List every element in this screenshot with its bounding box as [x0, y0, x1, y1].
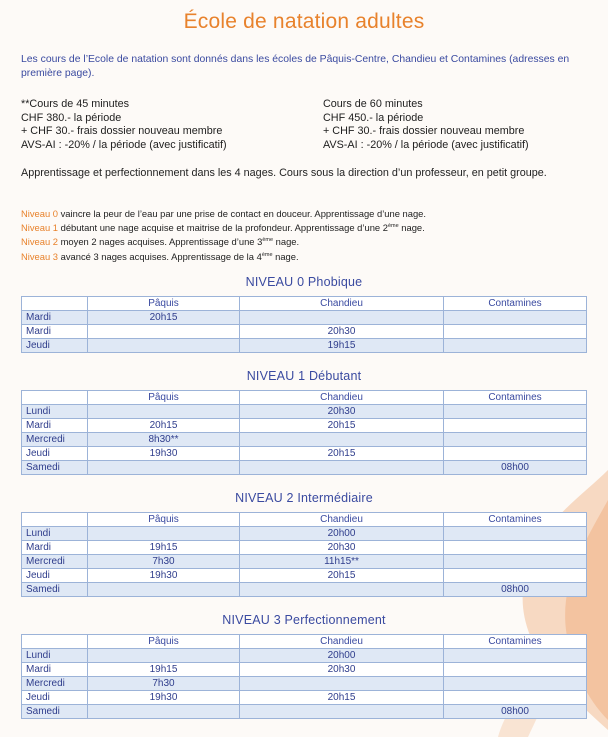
header-cell-chandieu: Chandieu [240, 513, 444, 527]
table-row [22, 405, 587, 419]
paquis-cell: 8h30** [88, 433, 240, 447]
paquis-cell: 7h30 [88, 677, 240, 691]
price-line: Cours de 60 minutes [323, 98, 423, 110]
day-cell: Mardi [22, 663, 88, 677]
day-cell: Mardi [22, 311, 88, 325]
table-row [22, 527, 587, 541]
price-line: AVS-AI : -20% / la période (avec justificatif) [323, 138, 529, 151]
contamines-cell [444, 311, 587, 325]
header-cell-contamines: Contamines [444, 635, 587, 649]
price-line: AVS-AI : -20% / la période (avec justificatif) [21, 138, 227, 151]
table-header-row [22, 391, 587, 405]
paquis-cell: 20h15 [88, 311, 240, 325]
level-name: Niveau 2 [21, 236, 59, 248]
contamines-cell [444, 433, 587, 447]
table-row [22, 569, 587, 583]
paquis-cell: 19h15 [88, 541, 240, 555]
day-cell: Mercredi [22, 433, 88, 447]
header-cell-chandieu: Chandieu [240, 391, 444, 405]
paquis-cell [88, 705, 240, 719]
level-name: Niveau 1 [21, 222, 59, 234]
paquis-cell: 19h30 [88, 569, 240, 583]
level-line [21, 249, 426, 263]
page-title: École de natation adultes [183, 10, 425, 33]
level-line [21, 220, 426, 234]
table-header-row [22, 297, 587, 311]
day-cell: Samedi [22, 705, 88, 719]
schedule-table-niveau-3 [21, 634, 587, 719]
day-cell: Jeudi [22, 447, 88, 461]
level-text: débutant une nage acquise et maitrise de la profondeur. Apprentissage d’une 2 [58, 222, 388, 234]
price-block-45min [21, 98, 227, 152]
paquis-cell: 19h30 [88, 691, 240, 705]
day-cell: Lundi [22, 405, 88, 419]
table-header-row [22, 513, 587, 527]
paquis-cell [88, 339, 240, 353]
price-line: CHF 380.- la période [21, 111, 122, 124]
paquis-cell [88, 405, 240, 419]
level-text-after: nage. [273, 236, 300, 248]
chandieu-cell: 20h15 [240, 691, 444, 705]
day-cell: Samedi [22, 461, 88, 475]
day-cell: Lundi [22, 649, 88, 663]
day-cell: Mercredi [22, 555, 88, 569]
day-cell: Jeudi [22, 569, 88, 583]
contamines-cell [444, 405, 587, 419]
table-row [22, 649, 587, 663]
chandieu-cell [240, 705, 444, 719]
header-cell-day [22, 635, 88, 649]
header-cell-day [22, 391, 88, 405]
day-cell: Mercredi [22, 677, 88, 691]
level-line [21, 207, 426, 220]
contamines-cell [444, 555, 587, 569]
header-cell-day [22, 513, 88, 527]
contamines-cell [444, 541, 587, 555]
paquis-cell: 7h30 [88, 555, 240, 569]
paquis-cell [88, 649, 240, 663]
table-row [22, 677, 587, 691]
contamines-cell [444, 677, 587, 691]
table-row [22, 691, 587, 705]
chandieu-cell: 20h30 [240, 405, 444, 419]
table-header-row [22, 635, 587, 649]
table-row [22, 461, 587, 475]
day-cell: Mardi [22, 325, 88, 339]
day-cell: Jeudi [22, 339, 88, 353]
contamines-cell [444, 569, 587, 583]
level-text: vaincre la peur de l’eau par une prise de contact en douceur. Apprentissage d’une nage. [58, 208, 426, 219]
level-name: Niveau 0 [21, 208, 59, 219]
chandieu-cell: 19h15 [240, 339, 444, 353]
contamines-cell [444, 527, 587, 541]
header-cell-contamines: Contamines [444, 297, 587, 311]
header-cell-chandieu: Chandieu [240, 635, 444, 649]
level-text: moyen 2 nages acquises. Apprentissage d’une 3 [58, 236, 263, 248]
header-cell-contamines: Contamines [444, 391, 587, 405]
day-cell: Lundi [22, 527, 88, 541]
chandieu-cell [240, 461, 444, 475]
chandieu-cell [240, 433, 444, 447]
price-line: + CHF 30.- frais dossier nouveau membre [323, 125, 525, 138]
contamines-cell: 08h00 [444, 461, 587, 475]
table-row [22, 555, 587, 569]
header-cell-contamines: Contamines [444, 513, 587, 527]
day-cell: Samedi [22, 583, 88, 597]
schedule-table-niveau-1 [21, 390, 587, 475]
level-descriptions [21, 207, 426, 263]
intro-text: Les cours de l’Ecole de natation sont donnés dans les écoles de Pâquis-Centre, Chandieu et Contamines (adresses en première page). [21, 54, 570, 79]
price-line: + CHF 30.- frais dossier nouveau membre [21, 125, 223, 138]
chandieu-cell [240, 677, 444, 691]
table-row [22, 419, 587, 433]
contamines-cell: 08h00 [444, 583, 587, 597]
table-row [22, 663, 587, 677]
paquis-cell [88, 461, 240, 475]
paquis-cell: 19h30 [88, 447, 240, 461]
price-block-60min [323, 98, 529, 152]
price-line: **Cours de 45 minutes [21, 98, 130, 110]
chandieu-cell: 20h15 [240, 447, 444, 461]
header-cell-paquis: Pâquis [88, 391, 240, 405]
level-text: avancé 3 nages acquises. Apprentissage de la 4 [58, 250, 262, 262]
schedule-table-niveau-0 [21, 296, 587, 353]
chandieu-cell: 20h30 [240, 325, 444, 339]
contamines-cell: 08h00 [444, 705, 587, 719]
section-title-niveau-0: NIVEAU 0 Phobique [245, 275, 363, 289]
contamines-cell [444, 325, 587, 339]
header-cell-paquis: Pâquis [88, 635, 240, 649]
table-row [22, 311, 587, 325]
level-line [21, 234, 426, 248]
level-sup: ème [262, 237, 274, 244]
header-cell-paquis: Pâquis [88, 513, 240, 527]
table-row [22, 433, 587, 447]
level-text-after: nage. [272, 250, 299, 262]
level-name: Niveau 3 [21, 250, 59, 262]
paquis-cell: 19h15 [88, 663, 240, 677]
contamines-cell [444, 691, 587, 705]
paquis-cell [88, 325, 240, 339]
day-cell: Mardi [22, 541, 88, 555]
contamines-cell [444, 339, 587, 353]
chandieu-cell: 11h15** [240, 555, 444, 569]
header-cell-paquis: Pâquis [88, 297, 240, 311]
contamines-cell [444, 649, 587, 663]
chandieu-cell: 20h15 [240, 569, 444, 583]
table-row [22, 705, 587, 719]
chandieu-cell: 20h30 [240, 663, 444, 677]
table-row [22, 541, 587, 555]
level-sup: ème [387, 223, 399, 230]
paquis-cell [88, 583, 240, 597]
level-sup: ème [261, 251, 273, 258]
table-row [22, 339, 587, 353]
paquis-cell [88, 527, 240, 541]
section-title-niveau-1: NIVEAU 1 Débutant [246, 369, 362, 383]
section-title-niveau-2: NIVEAU 2 Intermédiaire [235, 491, 373, 505]
chandieu-cell [240, 583, 444, 597]
chandieu-cell: 20h15 [240, 419, 444, 433]
course-description: Apprentissage et perfectionnement dans les 4 nages. Cours sous la direction d’un professeur, en petit groupe. [21, 167, 547, 179]
contamines-cell [444, 419, 587, 433]
price-line: CHF 450.- la période [323, 111, 424, 124]
table-row [22, 325, 587, 339]
level-text-after: nage. [398, 222, 425, 234]
contamines-cell [444, 447, 587, 461]
contamines-cell [444, 663, 587, 677]
header-cell-chandieu: Chandieu [240, 297, 444, 311]
header-cell-day [22, 297, 88, 311]
chandieu-cell: 20h00 [240, 649, 444, 663]
chandieu-cell: 20h30 [240, 541, 444, 555]
day-cell: Mardi [22, 419, 88, 433]
table-row [22, 583, 587, 597]
chandieu-cell [240, 311, 444, 325]
section-title-niveau-3: NIVEAU 3 Perfectionnement [222, 613, 386, 627]
day-cell: Jeudi [22, 691, 88, 705]
paquis-cell: 20h15 [88, 419, 240, 433]
chandieu-cell: 20h00 [240, 527, 444, 541]
schedule-table-niveau-2 [21, 512, 587, 597]
table-row [22, 447, 587, 461]
